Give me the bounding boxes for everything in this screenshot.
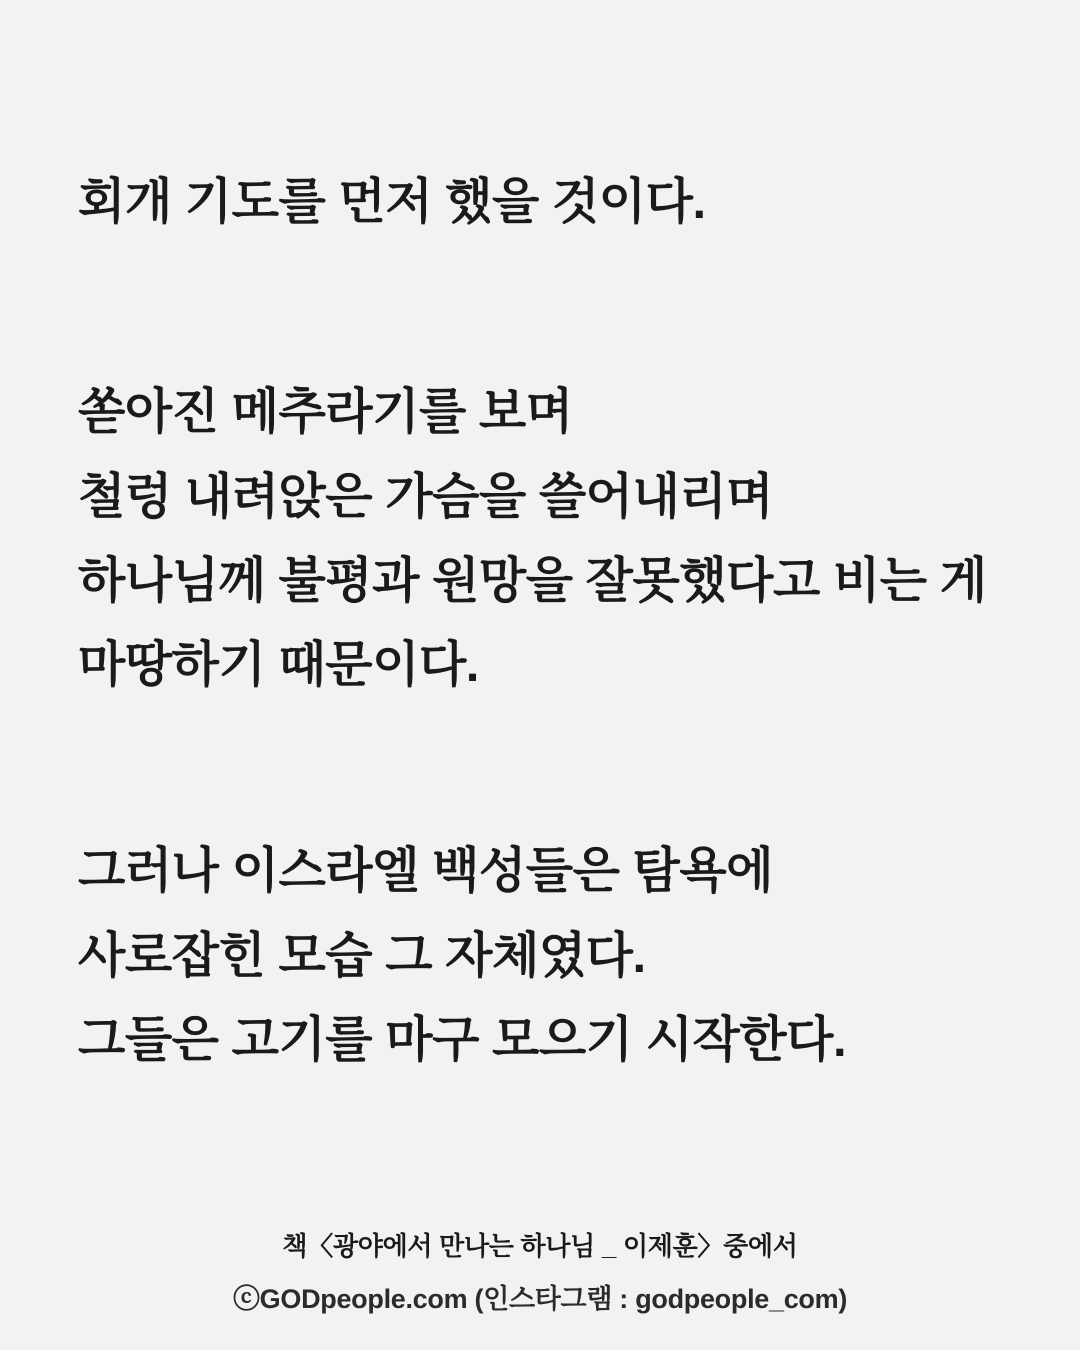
quote-line: 철렁 내려앉은 가슴을 쓸어내리며 (78, 469, 774, 524)
quote-line: 마땅하기 때문이다. (78, 638, 479, 693)
paragraph-3 (78, 829, 1018, 1082)
quote-line: 하나님께 불평과 원망을 잘못했다고 비는 게 (78, 553, 987, 608)
footer (0, 1226, 1080, 1316)
source-attribution: 책〈광야에서 만나는 하나님 _ 이제훈〉중에서 (282, 1231, 798, 1261)
quote-line: 쏟아진 메추라기를 보며 (78, 385, 573, 440)
quote-line: 사로잡힌 모습 그 자체였다. (78, 928, 646, 983)
quote-line: 그들은 고기를 마구 모으기 시작한다. (78, 1012, 847, 1067)
paragraph-2 (78, 370, 1018, 707)
paragraph-spacer (78, 292, 1018, 370)
quote-line: 그러나 이스라엘 백성들은 탐욕에 (78, 844, 774, 899)
quote-body (78, 160, 1018, 1082)
paragraph-spacer (78, 755, 1018, 829)
quote-line: 회개 기도를 먼저 했을 것이다. (78, 175, 706, 229)
paragraph-1 (78, 160, 1018, 244)
copyright-credit: ⓒGODpeople.com (인스타그램 : godpeople_com) (232, 1284, 848, 1314)
